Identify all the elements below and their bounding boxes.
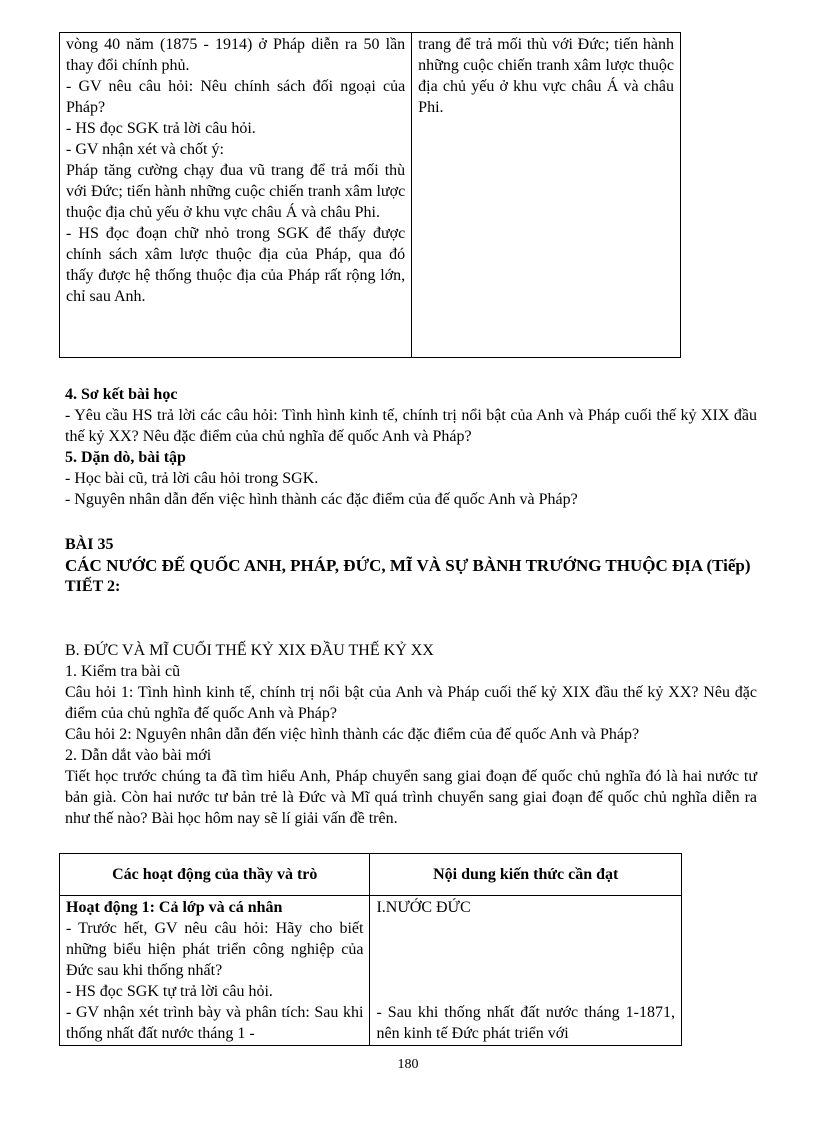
paragraph: trang để trả mối thù với Đức; tiến hành những cuộc chiến tranh xâm lược thuộc địa chủ yếu ở khu vực châu Á và châu Phi. [418,36,674,116]
paragraph: - Trước hết, GV nêu câu hỏi: Hãy cho biết những biểu hiện phát triển công nghiệp của Đức sau khi thống nhất? [66,920,364,979]
activity-heading: Hoạt động 1: Cả lớp và cá nhân [66,899,283,916]
paragraph: Tiết học trước chúng ta đã tìm hiểu Anh, Pháp chuyển sang giai đoạn đế quốc chủ nghĩa đó là hai nước tư bản già. Còn hai nước tư bản trẻ là Đức và Mĩ quá trình chuyển sang giai đoạn đế quốc chủ nghĩa diễn ra như thế nào? Bài học hôm nay sẽ lí giải vấn đề trên. [65,768,757,827]
page-number: 180 [397,1057,419,1072]
paragraph: - HS đọc đoạn chữ nhỏ trong SGK để thấy được chính sách xâm lược thuộc địa của Pháp, qua đó thấy được hệ thống thuộc địa của Pháp rất rộng lớn, chỉ sau Anh. [66,225,406,305]
activities-cell [60,896,370,1046]
paragraph: - Nguyên nhân dẫn đến việc hình thành các đặc điểm của đế quốc Anh và Pháp? [65,491,578,508]
column-header: Nội dung kiến thức cần đạt [370,854,682,896]
paragraph: Câu hỏi 2: Nguyên nhân dẫn đến việc hình thành các đặc điểm của đế quốc Anh và Pháp? [65,726,640,743]
section-heading: I.NƯỚC ĐỨC [376,899,471,916]
section-heading: 4. Sơ kết bài học [65,386,178,403]
paragraph: - GV nhận xét trình bày và phân tích: Sau khi thống nhất đất nước tháng 1 - [66,1004,364,1042]
lesson-number: BÀI 35 [65,536,114,553]
activities-cell [60,33,412,358]
summary-section [65,384,757,510]
section-heading: B. ĐỨC VÀ MĨ CUỐI THẾ KỶ XIX ĐẦU THẾ KỶ XX [65,642,434,659]
section-heading: 2. Dẫn dắt vào bài mới [65,747,212,764]
section-heading: 1. Kiểm tra bài cũ [65,663,181,680]
activity-table [59,853,682,1046]
lesson-period: TIẾT 2: [65,578,121,595]
knowledge-cell [412,33,681,358]
lesson-title: CÁC NƯỚC ĐẾ QUỐC ANH, PHÁP, ĐỨC, MĨ VÀ SỰ BÀNH TRƯỚNG THUỘC ĐỊA (Tiếp) [65,556,751,575]
lesson-header [65,534,757,597]
paragraph: vòng 40 năm (1875 - 1914) ở Pháp diễn ra 50 lần thay đổi chính phủ. [66,36,406,74]
paragraph: - GV nêu câu hỏi: Nêu chính sách đối ngoại của Pháp? [66,78,406,116]
paragraph: - HS đọc SGK trả lời câu hỏi. [66,120,256,137]
section-heading: 5. Dặn dò, bài tập [65,449,186,466]
activity-table-continued [59,32,681,358]
paragraph: - Học bài cũ, trả lời câu hỏi trong SGK. [65,470,319,487]
column-header: Các hoạt động của thầy và trò [60,854,370,896]
part-b-section [65,640,757,829]
paragraph: Pháp tăng cường chạy đua vũ trang để trả mối thù với Đức; tiến hành những cuộc chiến tranh xâm lược thuộc địa chủ yếu ở khu vực châu Á và châu Phi. [66,162,406,221]
paragraph: - GV nhận xét và chốt ý: [66,141,224,158]
paragraph: - HS đọc SGK tự trả lời câu hỏi. [66,983,273,1000]
knowledge-cell [370,896,682,1046]
paragraph: Câu hỏi 1: Tình hình kinh tế, chính trị nổi bật của Anh và Pháp cuối thế kỷ XIX đầu thế kỷ XX? Nêu đặc điểm của chủ nghĩa đế quốc Anh và Pháp? [65,684,757,722]
paragraph: - Yêu cầu HS trả lời các câu hỏi: Tình hình kinh tế, chính trị nổi bật của Anh và Pháp cuối thế kỷ XIX đầu thế kỷ XX? Nêu đặc điểm của chủ nghĩa đế quốc Anh và Pháp? [65,407,757,445]
paragraph: - Sau khi thống nhất đất nước tháng 1-1871, nên kinh tế Đức phát triển với [376,1004,675,1042]
